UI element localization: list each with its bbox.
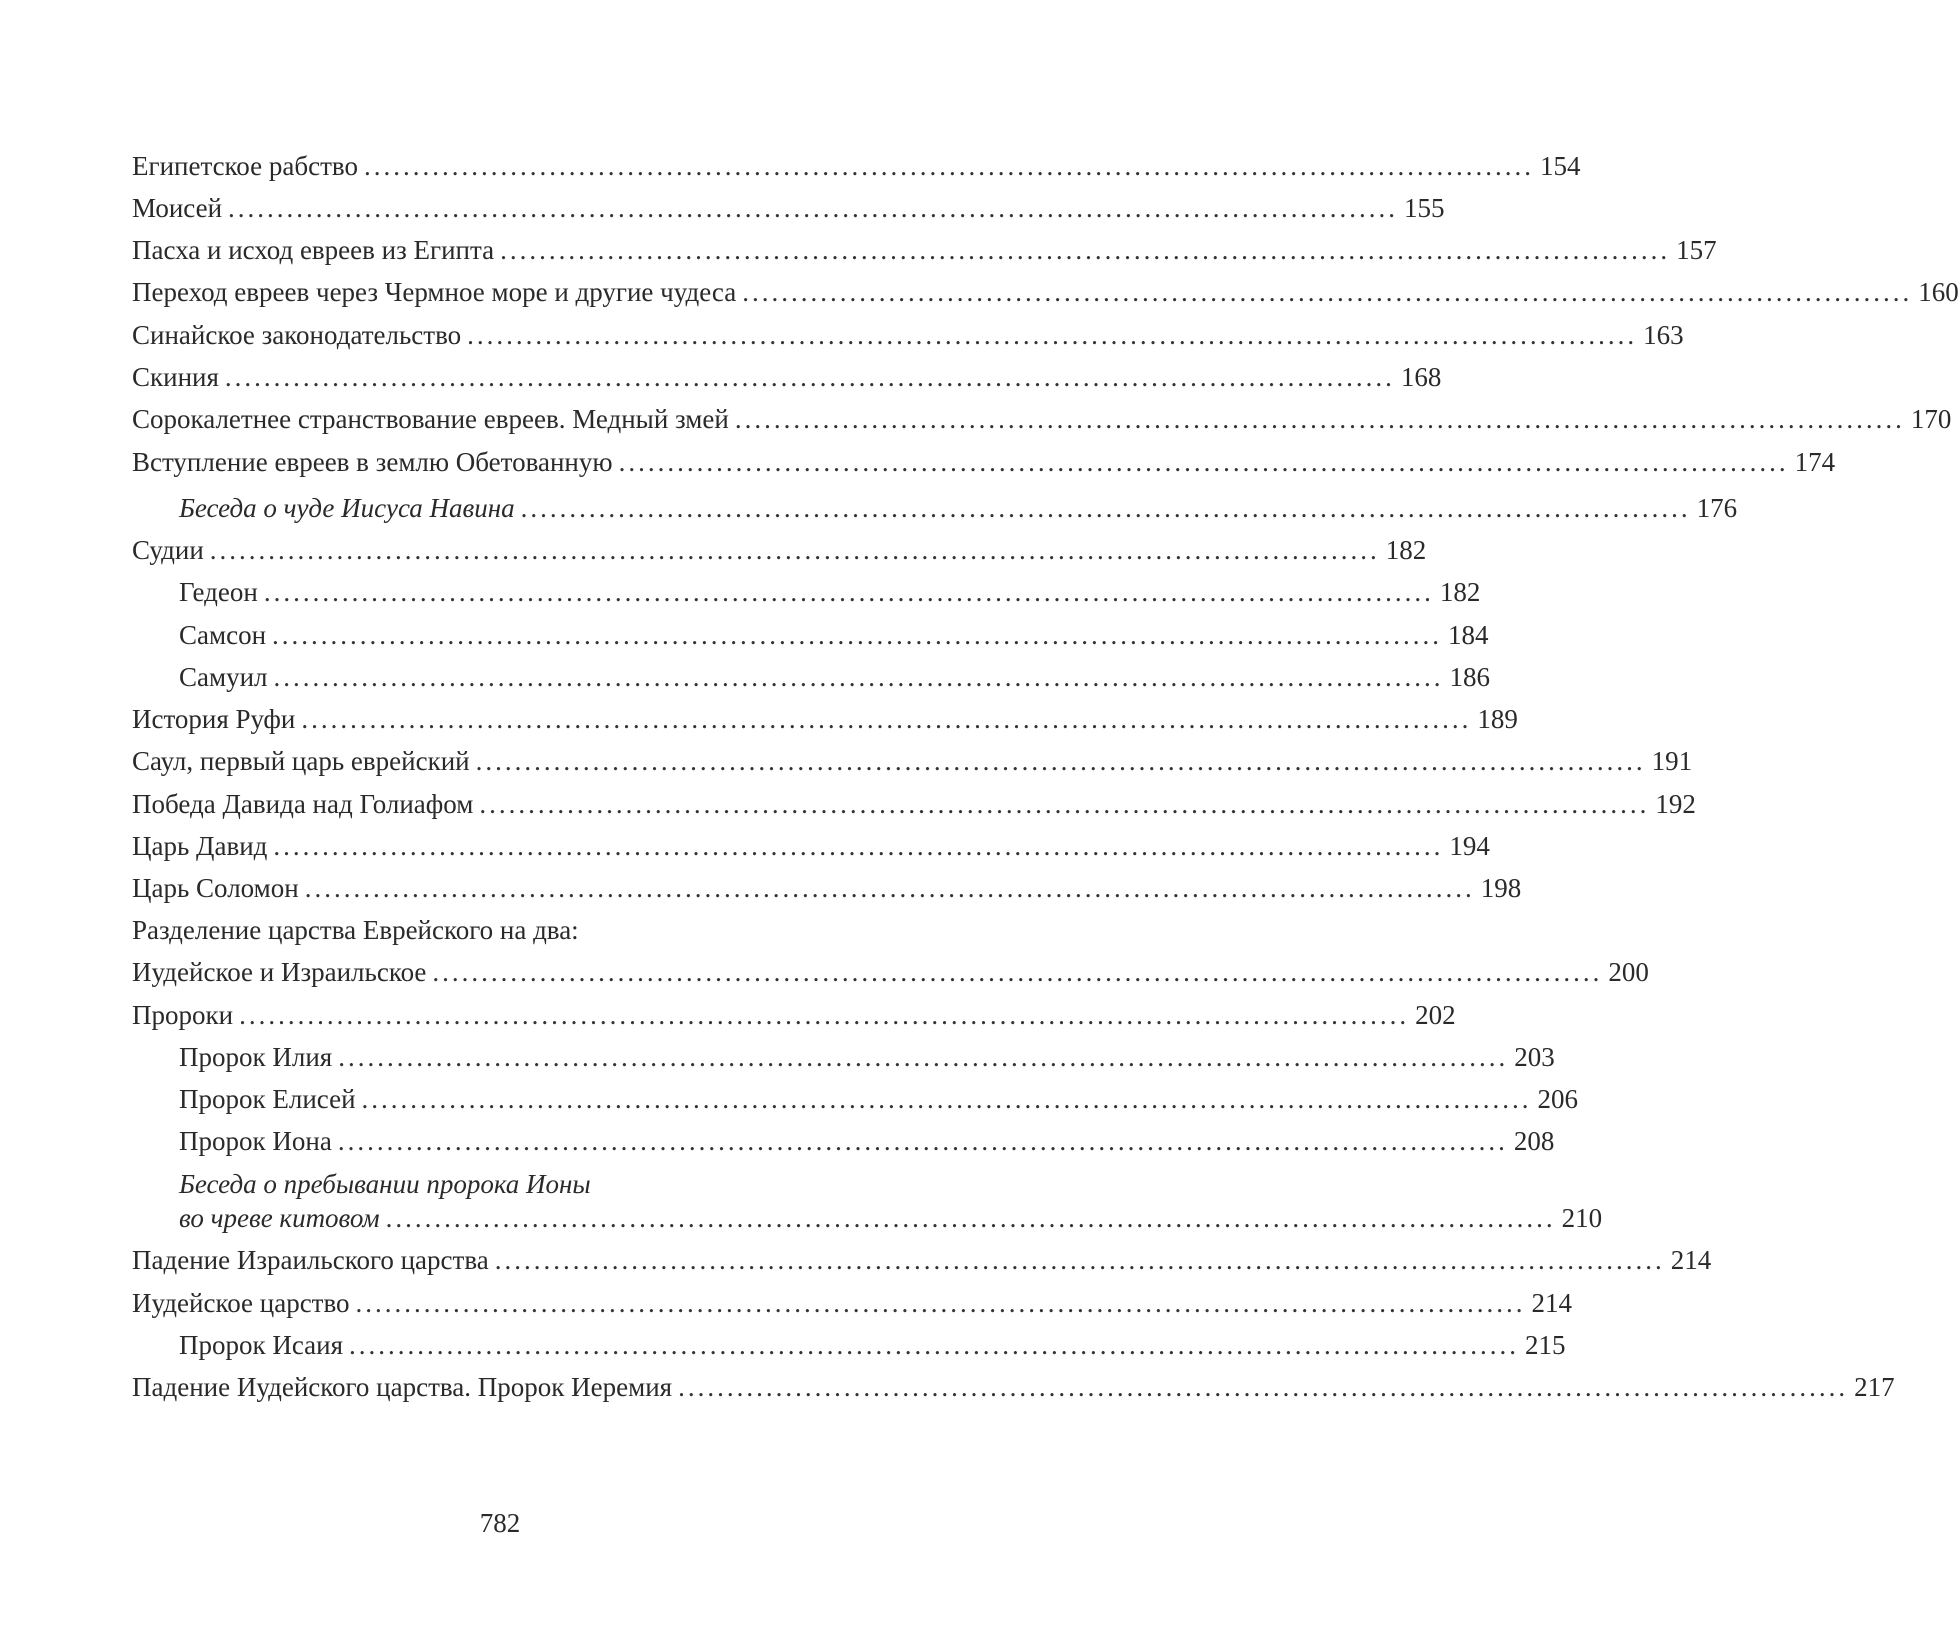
toc-entry-page: 200 [1608, 957, 1649, 987]
toc-entry-page: 215 [1525, 1330, 1566, 1360]
toc-entry[interactable] [132, 1285, 1573, 1321]
toc-entry-title: Синайское законодательство [132, 320, 462, 350]
toc-entry[interactable] [132, 870, 1522, 906]
toc-entry-page: 170 [1910, 404, 1952, 434]
toc-entry-page: 217 [1854, 1372, 1895, 1402]
dot-leader: ........................................................................................................................ [304, 873, 1475, 903]
dot-leader: ........................................................................................................................ [349, 1330, 1520, 1360]
toc-entry-page: 182 [1385, 535, 1427, 565]
toc-entry[interactable] [132, 401, 1952, 437]
toc-entry[interactable] [132, 1369, 1895, 1405]
toc-entry-title: Пророк Исаия [179, 1330, 344, 1360]
dot-leader: ........................................................................................................................ [467, 320, 1638, 350]
toc-entry[interactable] [179, 1327, 1566, 1363]
toc-entry[interactable] [132, 274, 1959, 310]
toc-entry-page: 192 [1655, 789, 1696, 819]
toc-entry-title: Разделение царства Еврейского на два: [132, 915, 579, 945]
toc-entry-page: 174 [1794, 447, 1836, 477]
toc-entry-page: 214 [1531, 1288, 1573, 1318]
toc-entry-title: Беседа о пребывании пророка Ионы [179, 1169, 591, 1199]
toc-entry-page: 160 [1918, 277, 1959, 307]
toc-entry-page: 176 [1696, 493, 1738, 523]
toc-entry-title: Египетское рабство [132, 151, 358, 181]
toc-entry[interactable] [132, 232, 1717, 268]
dot-leader: ........................................................................................................................ [475, 746, 1646, 776]
toc-entry-title: Царь Давид [132, 831, 268, 861]
toc-entry[interactable] [132, 532, 1427, 568]
dot-leader: ........................................................................................................................ [273, 831, 1444, 861]
toc-entry-title: Сорокалетнее странствование евреев. Медный змей [132, 404, 729, 434]
toc-entry[interactable] [132, 743, 1693, 779]
toc-entry-heading[interactable] [132, 912, 924, 948]
dot-leader: ........................................................................................................................ [228, 193, 1399, 223]
toc-entry-page: 208 [1513, 1126, 1555, 1156]
dot-leader: ........................................................................................................................ [742, 277, 1913, 307]
toc-entry[interactable] [132, 317, 1684, 353]
toc-entry-page: 186 [1449, 662, 1491, 692]
toc-entry-title: Царь Соломон [132, 873, 299, 903]
page-number: 782 [479, 1508, 521, 1538]
toc-entry-title: Пророк Иона [179, 1126, 332, 1156]
toc-entry-title: Пасха и исход евреев из Египта [132, 235, 495, 265]
toc-entry[interactable] [179, 1039, 1555, 1075]
toc-entry[interactable] [132, 1242, 1712, 1278]
toc-entry-page: 210 [1561, 1203, 1603, 1233]
toc-entry-title: Переход евреев через Чермное море и другие чудеса [132, 277, 737, 307]
toc-entry[interactable] [179, 1081, 1579, 1117]
dot-leader: ........................................................................................................................ [678, 1372, 1849, 1402]
toc-entry[interactable] [132, 444, 1836, 480]
dot-leader: ........................................................................................................................ [363, 151, 1534, 181]
dot-leader: ........................................................................................................................ [500, 235, 1671, 265]
toc-entry-title: Беседа о чуде Иисуса Навина [179, 493, 515, 523]
toc-entry[interactable] [132, 997, 1456, 1033]
toc-entry-title: Вступление евреев в землю Обетованную [132, 447, 613, 477]
dot-leader: ........................................................................................................................ [273, 662, 1444, 692]
toc-entry-page: 182 [1439, 577, 1481, 607]
toc-entry-title: Падение Израильского царства [132, 1245, 489, 1275]
toc-entry-page: 191 [1651, 746, 1693, 776]
dot-leader: ........................................................................................................................ [385, 1203, 1556, 1233]
toc-entry[interactable] [132, 148, 1581, 184]
toc-entry-heading[interactable] [179, 1166, 924, 1202]
dot-leader: ........................................................................................................................ [272, 620, 1443, 650]
dot-leader: ........................................................................................................................ [618, 447, 1789, 477]
toc-entry-page: 206 [1537, 1084, 1579, 1114]
toc-entry-title: Самсон [179, 620, 267, 650]
toc-entry-title: Пророк Елисей [179, 1084, 356, 1114]
toc-entry[interactable] [132, 828, 1490, 864]
dot-leader: ........................................................................................................................ [361, 1084, 1532, 1114]
toc-entry-title: Победа Давида над Голиафом [132, 789, 474, 819]
toc-entry-title: Гедеон [179, 577, 258, 607]
toc-entry[interactable] [132, 701, 1518, 737]
toc-entry-page: 214 [1670, 1245, 1712, 1275]
toc-entry-title: Судии [132, 535, 204, 565]
toc-entry-page: 155 [1404, 193, 1445, 223]
dot-leader: ........................................................................................................................ [301, 704, 1472, 734]
toc-entry[interactable] [179, 659, 1491, 695]
toc-entry-page: 194 [1449, 831, 1490, 861]
toc-entry-page: 198 [1480, 873, 1522, 903]
toc-entry[interactable] [132, 359, 1442, 395]
dot-leader: ........................................................................................................................ [355, 1288, 1526, 1318]
dot-leader: ........................................................................................................................ [479, 789, 1650, 819]
toc-entry-title: Пророки [132, 1000, 234, 1030]
toc-entry-title: во чреве китовом [179, 1203, 380, 1233]
toc-entry[interactable] [179, 617, 1489, 653]
toc-entry[interactable] [132, 786, 1696, 822]
dot-leader: ........................................................................................................................ [224, 362, 1395, 392]
toc-entry-title: Пророк Илия [179, 1042, 333, 1072]
toc-entry[interactable] [179, 1123, 1555, 1159]
dot-leader: ........................................................................................................................ [520, 493, 1691, 523]
toc-entry-page: 184 [1448, 620, 1489, 650]
toc-entry[interactable] [179, 490, 1738, 526]
toc-entry-title: Скиния [132, 362, 219, 392]
toc-entry-title: Саул, первый царь еврейский [132, 746, 470, 776]
dot-leader: ........................................................................................................................ [432, 957, 1603, 987]
toc-entry-title: Моисей [132, 193, 223, 223]
toc-entry-page: 154 [1539, 151, 1581, 181]
toc-entry-page: 168 [1400, 362, 1442, 392]
dot-leader: ........................................................................................................................ [263, 577, 1434, 607]
dot-leader: ........................................................................................................................ [239, 1000, 1410, 1030]
toc-entry-page: 189 [1477, 704, 1518, 734]
dot-leader: ........................................................................................................................ [494, 1245, 1665, 1275]
dot-leader: ........................................................................................................................ [209, 535, 1380, 565]
dot-leader: ........................................................................................................................ [338, 1042, 1509, 1072]
toc-entry-title: Самуил [179, 662, 268, 692]
toc-entry-title: Падение Иудейского царства. Пророк Иеремия [132, 1372, 673, 1402]
toc-entry-title: Иудейское царство [132, 1288, 350, 1318]
toc-entry[interactable] [132, 190, 1445, 226]
toc-entry[interactable] [179, 1200, 1603, 1236]
toc-entry-title: Иудейское и Израильское [132, 957, 427, 987]
toc-entry-page: 163 [1643, 320, 1684, 350]
dot-leader: ........................................................................................................................ [337, 1126, 1508, 1156]
toc-entry-page: 202 [1415, 1000, 1456, 1030]
toc-entry-title: История Руфи [132, 704, 296, 734]
toc-entry-page: 203 [1514, 1042, 1555, 1072]
toc-entry[interactable] [179, 574, 1481, 610]
dot-leader: ........................................................................................................................ [734, 404, 1905, 434]
toc-entry[interactable] [132, 954, 1649, 990]
toc-entry-page: 157 [1676, 235, 1717, 265]
